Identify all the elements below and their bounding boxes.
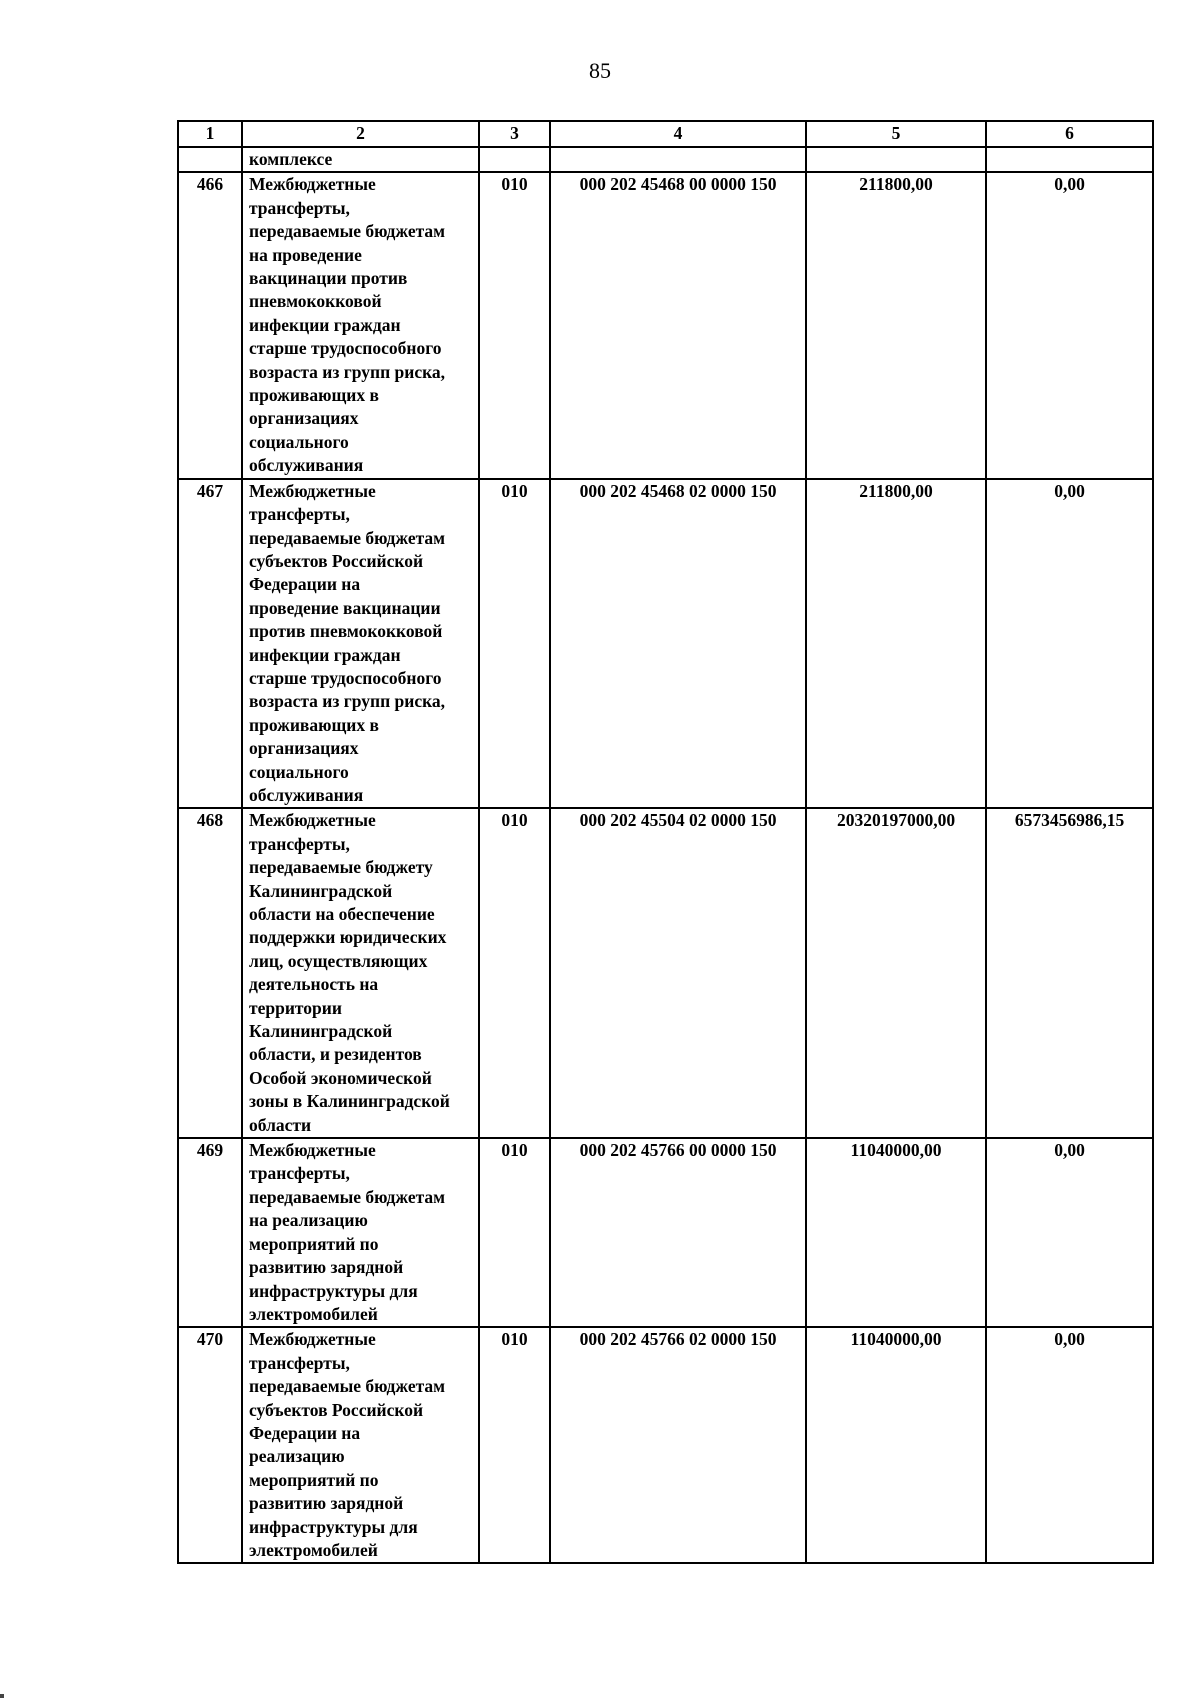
row-budget-code: 000 202 45468 02 0000 150 bbox=[550, 479, 806, 809]
row-value-col5: 11040000,00 bbox=[806, 1138, 986, 1327]
row-description bbox=[242, 479, 479, 809]
header-col-5: 5 bbox=[806, 121, 986, 147]
row-admin-code: 010 bbox=[479, 1327, 550, 1563]
description-line: социального bbox=[249, 761, 349, 782]
header-col-3: 3 bbox=[479, 121, 550, 147]
description-line: передаваемые бюджетам bbox=[249, 1186, 446, 1207]
header-col-4: 4 bbox=[550, 121, 806, 147]
description-line: инфраструктуры для bbox=[249, 1280, 418, 1301]
description-line: обслуживания bbox=[249, 784, 364, 805]
description-line: трансферты, bbox=[249, 1352, 350, 1373]
description-line: трансферты, bbox=[249, 833, 350, 854]
description-line: передаваемые бюджетам bbox=[249, 527, 446, 548]
description-line: развитию зарядной bbox=[249, 1257, 404, 1278]
table-row bbox=[178, 1138, 1153, 1327]
description-line: трансферты, bbox=[249, 1163, 350, 1184]
table-row bbox=[178, 1327, 1153, 1563]
description-line: Калининградской bbox=[249, 1021, 393, 1042]
description-line: реализацию bbox=[249, 1446, 345, 1467]
description-line: Межбюджетные bbox=[249, 810, 376, 831]
description-line: Федерации на bbox=[249, 1422, 361, 1443]
row-budget-code: 000 202 45468 00 0000 150 bbox=[550, 172, 806, 478]
description-line: территории bbox=[249, 997, 342, 1018]
description-line: Межбюджетные bbox=[249, 1140, 376, 1161]
budget-table bbox=[177, 120, 1154, 1564]
row-admin-code: 010 bbox=[479, 172, 550, 478]
description-line: передаваемые бюджетам bbox=[249, 1376, 446, 1397]
description-line: проживающих в bbox=[249, 385, 379, 406]
row-value-col5: 211800,00 bbox=[806, 172, 986, 478]
description-line: мероприятий по bbox=[249, 1469, 379, 1490]
row-number: 470 bbox=[178, 1327, 242, 1563]
description-line: Межбюджетные bbox=[249, 174, 376, 195]
description-line: на проведение bbox=[249, 244, 362, 265]
description-line: поддержки юридических bbox=[249, 927, 447, 948]
description-line: развитию зарядной bbox=[249, 1493, 404, 1514]
description-line: возраста из групп риска, bbox=[249, 361, 446, 382]
table-row bbox=[178, 479, 1153, 809]
description-line: инфекции граждан bbox=[249, 314, 401, 335]
description-line: деятельность на bbox=[249, 974, 379, 995]
description-line: электромобилей bbox=[249, 1303, 378, 1324]
row-value-col6: 0,00 bbox=[986, 1138, 1153, 1327]
row-description bbox=[242, 1138, 479, 1327]
header-col-6: 6 bbox=[986, 121, 1153, 147]
description-line: проживающих в bbox=[249, 714, 379, 735]
description-line: субъектов Российской bbox=[249, 550, 424, 571]
row-number: 469 bbox=[178, 1138, 242, 1327]
description-line: обслуживания bbox=[249, 455, 364, 476]
description-line: мероприятий по bbox=[249, 1233, 379, 1254]
table-row bbox=[178, 808, 1153, 1138]
description-line: инфраструктуры для bbox=[249, 1516, 418, 1537]
continuation-desc-cell: комплексе bbox=[242, 147, 479, 172]
description-line: передаваемые бюджету bbox=[249, 857, 433, 878]
description-line: старше трудоспособного bbox=[249, 338, 442, 359]
row-admin-code: 010 bbox=[479, 808, 550, 1138]
row-value-col6: 0,00 bbox=[986, 1327, 1153, 1563]
table-row bbox=[178, 172, 1153, 478]
description-line: Межбюджетные bbox=[249, 480, 376, 501]
description-line: субъектов Российской bbox=[249, 1399, 424, 1420]
continuation-row bbox=[178, 147, 1153, 172]
row-budget-code: 000 202 45766 02 0000 150 bbox=[550, 1327, 806, 1563]
row-number: 468 bbox=[178, 808, 242, 1138]
description-line: на реализацию bbox=[249, 1210, 368, 1231]
continuation-code-cell bbox=[550, 147, 806, 172]
description-line: социального bbox=[249, 431, 349, 452]
description-line: передаваемые бюджетам bbox=[249, 221, 446, 242]
continuation-col6-cell bbox=[986, 147, 1153, 172]
row-admin-code: 010 bbox=[479, 1138, 550, 1327]
description-line: организациях bbox=[249, 408, 359, 429]
description-line: области bbox=[249, 1114, 312, 1135]
description-line: Межбюджетные bbox=[249, 1329, 376, 1350]
row-value-col6: 0,00 bbox=[986, 172, 1153, 478]
description-line: старше трудоспособного bbox=[249, 667, 442, 688]
header-col-2: 2 bbox=[242, 121, 479, 147]
continuation-adm-cell bbox=[479, 147, 550, 172]
description-line: вакцинации против bbox=[249, 268, 408, 289]
description-line: зоны в Калининградской bbox=[249, 1091, 450, 1112]
row-description bbox=[242, 808, 479, 1138]
continuation-col5-cell bbox=[806, 147, 986, 172]
description-line: трансферты, bbox=[249, 504, 350, 525]
description-line: Калининградской bbox=[249, 880, 393, 901]
row-value-col5: 20320197000,00 bbox=[806, 808, 986, 1138]
row-admin-code: 010 bbox=[479, 479, 550, 809]
description-line: области, и резидентов bbox=[249, 1044, 422, 1065]
row-value-col5: 211800,00 bbox=[806, 479, 986, 809]
row-value-col6: 0,00 bbox=[986, 479, 1153, 809]
description-line: возраста из групп риска, bbox=[249, 691, 446, 712]
description-line: лиц, осуществляющих bbox=[249, 950, 428, 971]
description-line: против пневмококковой bbox=[249, 621, 443, 642]
description-line: электромобилей bbox=[249, 1539, 378, 1560]
row-number: 466 bbox=[178, 172, 242, 478]
row-description bbox=[242, 1327, 479, 1563]
description-line: области на обеспечение bbox=[249, 904, 435, 924]
row-number: 467 bbox=[178, 479, 242, 809]
continuation-num-cell bbox=[178, 147, 242, 172]
row-budget-code: 000 202 45766 00 0000 150 bbox=[550, 1138, 806, 1327]
row-budget-code: 000 202 45504 02 0000 150 bbox=[550, 808, 806, 1138]
row-value-col5: 11040000,00 bbox=[806, 1327, 986, 1563]
header-row bbox=[178, 121, 1153, 147]
page-number: 85 bbox=[589, 58, 611, 83]
description-line: проведение вакцинации bbox=[249, 597, 441, 618]
description-line: инфекции граждан bbox=[249, 644, 401, 665]
row-value-col6: 6573456986,15 bbox=[986, 808, 1153, 1138]
description-line: пневмококковой bbox=[249, 291, 382, 312]
description-line: организациях bbox=[249, 738, 359, 759]
header-col-1: 1 bbox=[178, 121, 242, 147]
row-description bbox=[242, 172, 479, 478]
description-line: трансферты, bbox=[249, 197, 350, 218]
description-line: Особой экономической bbox=[249, 1067, 432, 1088]
scan-artifact bbox=[0, 1694, 4, 1698]
description-line: Федерации на bbox=[249, 574, 361, 595]
